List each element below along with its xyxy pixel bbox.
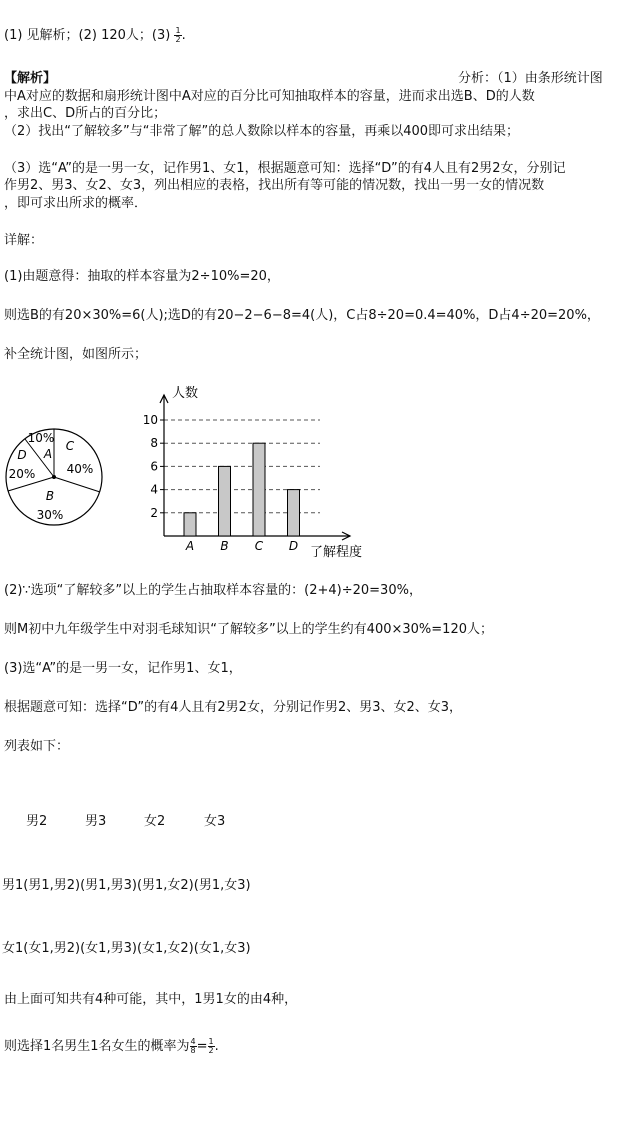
table-header-1: 男2 bbox=[26, 814, 48, 829]
answer-frac-den: 2 bbox=[175, 35, 181, 44]
bar-chart-bar bbox=[288, 490, 300, 536]
conclusion-fraction-1 bbox=[190, 1038, 197, 1055]
step2-line-1: (2)∵选项“了解较多”以上的学生占抽取样本容量的：(2+4)÷20=30%， bbox=[4, 583, 422, 598]
pie-chart bbox=[0, 415, 120, 545]
pie-center-dot bbox=[52, 475, 56, 479]
detail-heading: 详解： bbox=[4, 233, 44, 248]
bar-chart-tick-label: 2 bbox=[150, 505, 158, 520]
table-row bbox=[2, 877, 251, 894]
answer-line bbox=[4, 27, 186, 44]
table-cell: (男1,男2) bbox=[23, 878, 81, 893]
bar-chart-tick-label: 8 bbox=[150, 436, 158, 451]
analysis-intro: 分析：（1）由条形统计图 bbox=[458, 71, 603, 86]
pie-label-b: B bbox=[45, 489, 55, 503]
pie-pct-d: 20% bbox=[8, 467, 36, 481]
bar-chart-tick-label: 10 bbox=[142, 413, 158, 427]
step1-line-2: 则选B的有20×30%=6(人);选D的有20−2−6−8=4(人)，C占8÷20=0.4=40%，D占4÷20=20%， bbox=[4, 308, 600, 323]
conclusion-suffix: . bbox=[214, 1039, 219, 1054]
table-cell: (女1,男2) bbox=[23, 941, 81, 956]
bar-chart-ylabel: 人数 bbox=[172, 386, 199, 401]
conclusion-frac1-den: 8 bbox=[190, 1046, 196, 1055]
bar-chart-category-label: D bbox=[288, 539, 299, 553]
table-cell: (女1,女2) bbox=[136, 941, 194, 956]
analysis-heading: 【解析】 bbox=[4, 71, 57, 86]
bar-chart-xlabel: 了解程度 bbox=[310, 545, 363, 560]
table-row bbox=[2, 940, 251, 957]
step1-line-1: (1)由题意得：抽取的样本容量为2÷10%=20， bbox=[4, 269, 280, 284]
analysis-line-3: （2）找出“了解较多”与“非常了解”的总人数除以样本的容量，再乘以400即可求出结果； bbox=[4, 124, 520, 139]
table-header-2: 男3 bbox=[85, 814, 107, 829]
bar-chart-category-label: A bbox=[185, 539, 195, 553]
table-cell: (女1,女3) bbox=[193, 941, 251, 956]
bar-chart-tick-label: 4 bbox=[150, 482, 158, 497]
table-header-3: 女2 bbox=[144, 814, 166, 829]
conclusion-fraction-2 bbox=[208, 1038, 215, 1055]
bar-chart bbox=[140, 375, 390, 565]
analysis-line-2: ，求出C、D所占的百分比； bbox=[4, 106, 167, 121]
table-cell: (男1,女2) bbox=[136, 878, 194, 893]
table-cell: (男1,男3) bbox=[80, 878, 137, 893]
analysis-line-1: 中A对应的数据和扇形统计图中A对应的百分比可知抽取样本的容量，进而求出选B、D的人数 bbox=[4, 89, 535, 104]
conclusion-line-1: 由上面可知共有4种可能，其中，1男1女的由4种， bbox=[4, 992, 298, 1007]
conclusion-prefix: 则选择1名男生1名女生的概率为 bbox=[4, 1039, 190, 1054]
conclusion-eq: = bbox=[196, 1039, 208, 1054]
answer-fraction bbox=[174, 27, 181, 44]
pie-divider-c-b bbox=[54, 477, 100, 492]
table-header-4: 女3 bbox=[204, 814, 226, 829]
pie-label-c: C bbox=[65, 439, 75, 453]
analysis-line-5: 作男2、男3、女2、女3，列出相应的表格，找出所有等可能的情况数，找出一男一女的情况数 bbox=[4, 178, 545, 193]
pie-label-a: A bbox=[43, 447, 53, 461]
step3-line-3: 列表如下： bbox=[4, 739, 70, 754]
table-cell: (女1,男3) bbox=[80, 941, 137, 956]
conclusion-frac2-den: 2 bbox=[208, 1046, 214, 1055]
bar-chart-bar bbox=[219, 466, 231, 536]
table-row-label: 女1 bbox=[2, 941, 24, 956]
conclusion-frac2-num: 1 bbox=[208, 1037, 214, 1046]
table-row-label: 男1 bbox=[2, 878, 24, 893]
answer-prefix: (1) 见解析；(2) 120人；(3) bbox=[4, 28, 171, 43]
analysis-line-6: ，即可求出所求的概率． bbox=[4, 196, 148, 211]
conclusion-line-2 bbox=[4, 1038, 219, 1055]
answer-frac-num: 1 bbox=[175, 26, 181, 35]
pie-label-d: D bbox=[17, 448, 27, 462]
bar-chart-category-label: B bbox=[220, 539, 229, 553]
pie-pct-b: 30% bbox=[36, 508, 64, 522]
step2-line-2: 则M初中九年级学生中对羽毛球知识“了解较多”以上的学生约有400×30%=120人； bbox=[4, 622, 493, 637]
pie-pct-a: 10% bbox=[27, 431, 55, 445]
bar-chart-bar bbox=[253, 443, 265, 536]
bar-chart-bar bbox=[184, 513, 196, 536]
pie-pct-c: 40% bbox=[66, 462, 94, 476]
step3-line-2: 根据题意可知：选择“D”的有4人且有2男2女，分别记作男2、男3、女2、女3， bbox=[4, 700, 463, 715]
conclusion-frac1-num: 4 bbox=[190, 1037, 196, 1046]
step3-line-1: (3)选“A”的是一男一女，记作男1、女1， bbox=[4, 661, 242, 676]
bar-chart-tick-label: 6 bbox=[150, 459, 158, 474]
answer-suffix: . bbox=[181, 28, 186, 43]
analysis-line-4: （3）选“A”的是一男一女，记作男1、女1，根据题意可知：选择“D”的有4人且有2男2女，分别记 bbox=[4, 161, 566, 176]
table-cell: (男1,女3) bbox=[193, 878, 251, 893]
step1-line-3: 补全统计图，如图所示； bbox=[4, 347, 148, 362]
bar-chart-category-label: C bbox=[254, 539, 264, 553]
